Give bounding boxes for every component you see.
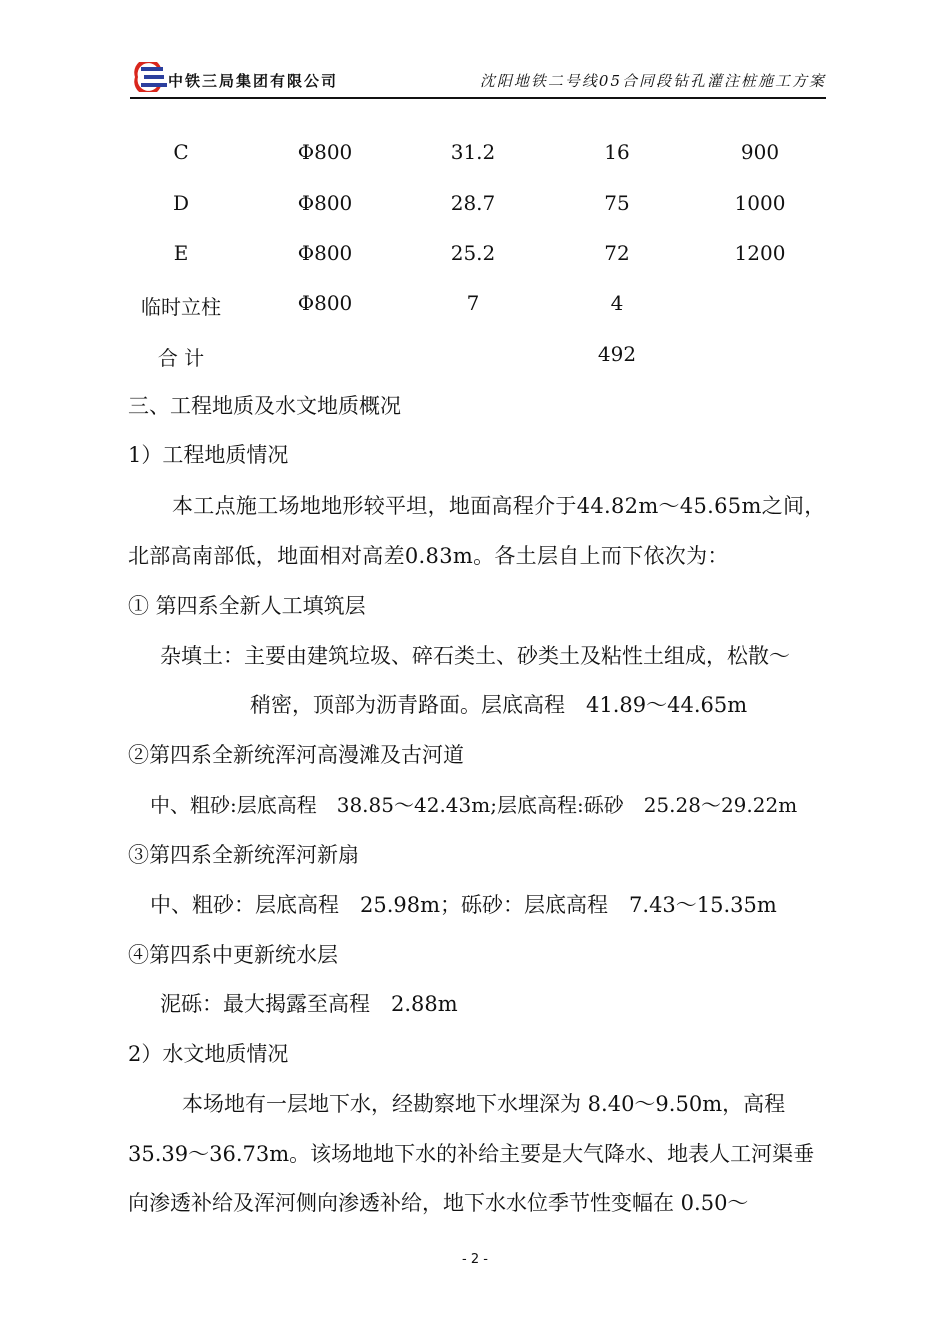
table-total-row xyxy=(0,342,950,372)
table-row xyxy=(0,191,950,221)
layer-heading: ③第四系全新统浑河新扇 xyxy=(128,843,359,867)
table-cell: Φ800 xyxy=(297,191,353,215)
paragraph-line: 向渗透补给及浑河侧向渗透补给，地下水水位季节性变幅在 0.50～ xyxy=(128,1191,749,1215)
table-cell: 31.2 xyxy=(450,140,496,164)
table-cell: Φ800 xyxy=(297,291,353,315)
layer-description: 杂填土：主要由建筑垃圾、碎石类土、砂类土及粘性土组成，松散～ xyxy=(160,644,790,668)
table-cell: 900 xyxy=(740,140,780,164)
paragraph-line: 本场地有一层地下水，经勘察地下水埋深为 8.40～9.50m，高程 xyxy=(182,1092,786,1116)
layer-heading: ④第四系中更新统水层 xyxy=(128,943,338,967)
table-cell: C xyxy=(173,140,189,164)
header-divider xyxy=(130,97,826,99)
total-label: 合 计 xyxy=(157,346,205,370)
table-cell: 临时立柱 xyxy=(141,295,221,319)
table-row xyxy=(0,140,950,170)
table-cell: 28.7 xyxy=(450,191,496,215)
table-cell: 72 xyxy=(604,241,630,265)
paragraph-line: 35.39～36.73m。该场地地下水的补给主要是大气降水、地表人工河渠垂 xyxy=(128,1142,815,1166)
table-cell: 16 xyxy=(604,140,630,164)
paragraph-line: 本工点施工场地地形较平坦，地面高程介于44.82m～45.65m之间， xyxy=(172,494,826,518)
table-cell: 7 xyxy=(466,291,480,315)
subsection-heading: 2）水文地质情况 xyxy=(128,1042,289,1066)
layer-description: 稍密，顶部为沥青路面。层底高程 41.89～44.65m xyxy=(250,693,748,717)
table-cell: Φ800 xyxy=(297,140,353,164)
subsection-heading: 1）工程地质情况 xyxy=(128,443,289,467)
table-cell: E xyxy=(173,241,189,265)
section-heading: 三、工程地质及水文地质概况 xyxy=(128,394,401,418)
crec-logo-icon xyxy=(133,62,169,92)
table-row xyxy=(0,291,950,321)
table-cell: Φ800 xyxy=(297,241,353,265)
layer-description: 中、粗砂:层底高程 38.85～42.43m;层底高程:砾砂 25.28～29.22m xyxy=(150,793,798,817)
table-row xyxy=(0,241,950,271)
page-number: - 2 - xyxy=(462,1252,488,1267)
table-cell: 1000 xyxy=(734,191,786,215)
page-header xyxy=(130,60,826,96)
layer-description: 泥砾：最大揭露至高程 2.88m xyxy=(160,992,458,1016)
layer-heading: ① 第四系全新人工填筑层 xyxy=(128,594,366,618)
layer-heading: ②第四系全新统浑河高漫滩及古河道 xyxy=(128,743,464,767)
company-name: 中铁三局集团有限公司 xyxy=(168,72,339,90)
table-cell: 4 xyxy=(610,291,624,315)
total-value: 492 xyxy=(597,342,637,366)
table-cell: 1200 xyxy=(734,241,786,265)
paragraph-line: 北部高南部低，地面相对高差0.83m。各土层自上而下依次为： xyxy=(128,544,729,568)
table-cell: 75 xyxy=(604,191,630,215)
document-title: 沈阳地铁二号线05合同段钻孔灌注桩施工方案 xyxy=(479,72,826,90)
table-cell: D xyxy=(172,191,190,215)
layer-description: 中、粗砂：层底高程 25.98m；砾砂：层底高程 7.43～15.35m xyxy=(150,893,777,917)
table-cell: 25.2 xyxy=(450,241,496,265)
